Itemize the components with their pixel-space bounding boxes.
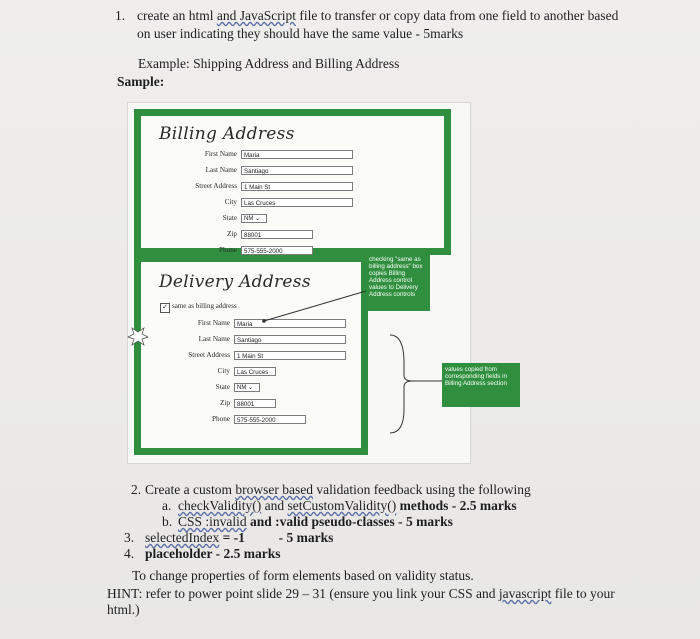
checkbox-callout-line xyxy=(264,291,366,321)
delivery-field-input[interactable]: Las Cruces xyxy=(234,367,276,376)
delivery-field-label: Zip xyxy=(220,399,230,407)
hint-line-2: html.) xyxy=(107,602,140,617)
delivery-field-label: Last Name xyxy=(198,335,230,343)
delivery-field-state-select[interactable]: NM ⌄ xyxy=(234,383,260,392)
billing-address-title: Billing Address xyxy=(159,124,295,144)
billing-field-label: Phone xyxy=(219,246,237,254)
delivery-field-input[interactable]: Maria xyxy=(234,319,346,328)
item-1-line-1: create an html and JavaScript file to transfer or copy data from one field to another based xyxy=(137,8,619,23)
item-4-number: 4. xyxy=(124,546,135,561)
delivery-field-label: Street Address xyxy=(188,351,230,359)
item-2a-line: checkValidity() and setCustomValidity() methods - 2.5 marks xyxy=(178,498,517,513)
item-3-number: 3. xyxy=(124,530,135,545)
billing-field-label: City xyxy=(224,198,237,206)
billing-field-label: Zip xyxy=(227,230,237,238)
cursor-icon xyxy=(128,328,148,345)
javascript-spell-marked: and JavaScript xyxy=(216,8,296,23)
sample-heading: Sample: xyxy=(117,74,165,89)
copied-values-callout: values copied from corresponding fields in Billing Address section xyxy=(442,363,520,407)
same-as-billing-label: same as billing address xyxy=(172,302,237,310)
billing-field-input[interactable]: 88001 xyxy=(241,230,313,239)
billing-field-state-select[interactable]: NM ⌄ xyxy=(241,214,267,223)
delivery-address-title: Delivery Address xyxy=(159,272,311,292)
hint-line-1: HINT: refer to power point slide 29 – 31 (ensure you link your CSS and javascript file to your xyxy=(107,586,615,601)
billing-field-input[interactable]: Las Cruces xyxy=(241,198,353,207)
billing-field-label: Street Address xyxy=(195,182,237,190)
item-1-line-2: on user indicating they should have the same value - 5marks xyxy=(137,26,464,41)
item-2a-number: a. xyxy=(162,498,172,513)
item-2-number: 2. xyxy=(131,482,142,497)
item-1-number: 1. xyxy=(115,8,126,23)
example-line: Example: Shipping Address and Billing Address xyxy=(138,56,400,71)
checkbox-callout-dot xyxy=(262,319,266,323)
change-properties-line: To change properties of form elements based on validity status. xyxy=(132,568,474,583)
sample-figure xyxy=(128,103,507,463)
billing-field-label: First Name xyxy=(204,150,237,158)
item-4-line: placeholder - 2.5 marks xyxy=(145,546,281,561)
same-as-billing-checkbox[interactable]: ✓ xyxy=(160,303,170,313)
item-3-line: selectedIndex = -1 - 5 marks xyxy=(145,530,334,545)
item-2-line: Create a custom browser based validation feedback using the following xyxy=(145,482,531,497)
delivery-field-label: Phone xyxy=(212,415,230,423)
billing-field-input[interactable]: Maria xyxy=(241,150,353,159)
delivery-field-label: First Name xyxy=(197,319,230,327)
item-2b-line: CSS :invalid and :valid pseudo-classes - 5 marks xyxy=(178,514,453,529)
billing-field-input[interactable]: Santiago xyxy=(241,166,353,175)
billing-field-input[interactable]: 1 Main St xyxy=(241,182,353,191)
copied-fields-bracket xyxy=(390,335,412,433)
billing-field-label: State xyxy=(222,214,237,222)
delivery-field-input[interactable]: Santiago xyxy=(234,335,346,344)
item-2b-number: b. xyxy=(162,514,173,529)
delivery-field-label: State xyxy=(215,383,230,391)
checkbox-callout: checking "same as billing address" box copies Billing Address control values to Delivery Address controls xyxy=(366,253,430,311)
callout-connectors xyxy=(128,103,470,463)
delivery-field-input[interactable]: 1 Main St xyxy=(234,351,346,360)
delivery-field-input[interactable]: 575-555-2000 xyxy=(234,415,306,424)
billing-field-label: Last Name xyxy=(205,166,237,174)
delivery-field-label: City xyxy=(217,367,230,375)
delivery-field-input[interactable]: 88001 xyxy=(234,399,276,408)
billing-field-input[interactable]: 575-555-2000 xyxy=(241,246,313,255)
